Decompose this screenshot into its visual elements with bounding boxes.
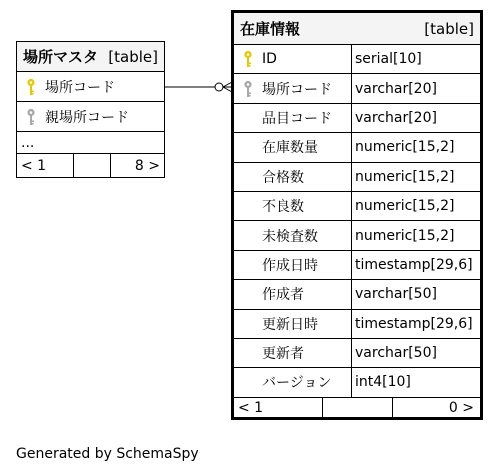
- column-name-cell: [234, 163, 351, 191]
- table-basho-master[interactable]: [16, 41, 165, 178]
- footer-children: [393, 398, 480, 418]
- column-name: ID: [262, 51, 277, 68]
- parents-count: < 1: [238, 399, 264, 416]
- parents-count: < 1: [21, 157, 47, 174]
- table-zaiko-info[interactable]: [231, 10, 483, 420]
- ellipsis-text: ...: [21, 134, 35, 151]
- column-type-cell: [351, 104, 480, 132]
- column-name-cell: [234, 368, 351, 396]
- column-type: numeric[15,2]: [355, 198, 455, 215]
- column-type-cell: [351, 280, 480, 308]
- column-name: 親場所コード: [45, 109, 129, 126]
- table-footer: [17, 154, 164, 177]
- more-columns-row[interactable]: [17, 132, 164, 154]
- column-row[interactable]: [234, 192, 480, 221]
- column-row[interactable]: [234, 221, 480, 250]
- column-row[interactable]: [234, 74, 480, 103]
- column-row[interactable]: [234, 133, 480, 162]
- column-type-cell: [351, 368, 480, 396]
- column-name: 不良数: [262, 199, 304, 216]
- column-name: 作成日時: [262, 257, 318, 274]
- column-name-cell: [234, 74, 351, 102]
- column-name-cell: [234, 280, 351, 308]
- table-header: [17, 42, 164, 72]
- primary-key-icon: [26, 78, 36, 96]
- column-row[interactable]: [234, 368, 480, 397]
- column-type-cell: [351, 221, 480, 249]
- column-type: int4[10]: [355, 374, 411, 391]
- column-type-cell: [351, 163, 480, 191]
- column-name: 場所コード: [262, 81, 332, 98]
- column-name: 未検査数: [262, 228, 318, 245]
- children-count: 8 >: [134, 157, 160, 174]
- column-type-cell: [351, 74, 480, 102]
- column-name: バージョン: [262, 375, 332, 392]
- column-type-cell: [351, 251, 480, 279]
- foreign-key-icon: [26, 108, 36, 126]
- column-row[interactable]: [234, 280, 480, 309]
- column-row[interactable]: [17, 102, 164, 132]
- column-name: 品目コード: [262, 110, 332, 127]
- column-row[interactable]: [234, 45, 480, 74]
- table-name: 在庫情報: [240, 20, 301, 38]
- column-type: timestamp[29,6]: [355, 256, 473, 273]
- column-type-cell: [351, 45, 480, 73]
- column-type: numeric[15,2]: [355, 227, 455, 244]
- generator-caption: Generated by SchemaSpy: [16, 446, 199, 462]
- column-type: numeric[15,2]: [355, 139, 455, 156]
- column-row[interactable]: [234, 251, 480, 280]
- column-type: varchar[20]: [355, 109, 437, 126]
- column-row[interactable]: [234, 104, 480, 133]
- column-name: 場所コード: [45, 79, 115, 96]
- column-type: varchar[50]: [355, 345, 437, 362]
- table-footer: [234, 398, 480, 418]
- column-name-cell: [234, 339, 351, 367]
- table-tag: [table]: [424, 19, 474, 38]
- column-name-cell: [234, 192, 351, 220]
- table-name: 場所マスタ: [23, 48, 99, 66]
- column-type-cell: [351, 133, 480, 161]
- column-name-cell: [17, 102, 164, 131]
- column-name-cell: [17, 72, 164, 101]
- footer-middle: [73, 154, 111, 177]
- column-name-cell: [234, 104, 351, 132]
- column-name: 更新者: [262, 346, 304, 363]
- column-row[interactable]: [234, 163, 480, 192]
- column-type-cell: [351, 310, 480, 338]
- column-type: numeric[15,2]: [355, 168, 455, 185]
- table-header: [234, 13, 480, 45]
- column-row[interactable]: [17, 72, 164, 102]
- column-name: 更新日時: [262, 316, 318, 333]
- column-type: varchar[50]: [355, 286, 437, 303]
- column-name: 作成者: [262, 287, 304, 304]
- column-type: serial[10]: [355, 51, 422, 68]
- column-type-cell: [351, 192, 480, 220]
- table-tag: [table]: [108, 47, 158, 66]
- footer-parents: [234, 398, 322, 418]
- column-name-cell: [234, 45, 351, 73]
- column-name: 合格数: [262, 169, 304, 186]
- column-type: varchar[20]: [355, 80, 437, 97]
- footer-parents: [17, 154, 73, 177]
- zero-optional-marker: [215, 83, 223, 91]
- column-row[interactable]: [234, 339, 480, 368]
- column-type-cell: [351, 339, 480, 367]
- column-name-cell: [234, 251, 351, 279]
- children-count: 0 >: [448, 399, 474, 416]
- primary-key-icon: [243, 50, 253, 68]
- column-name-cell: [234, 310, 351, 338]
- column-row[interactable]: [234, 310, 480, 339]
- column-type: timestamp[29,6]: [355, 315, 473, 332]
- column-name-cell: [234, 221, 351, 249]
- column-name-cell: [234, 133, 351, 161]
- footer-children: [111, 154, 164, 177]
- column-name: 在庫数量: [262, 140, 318, 157]
- foreign-key-icon: [243, 80, 253, 98]
- footer-middle: [322, 398, 393, 418]
